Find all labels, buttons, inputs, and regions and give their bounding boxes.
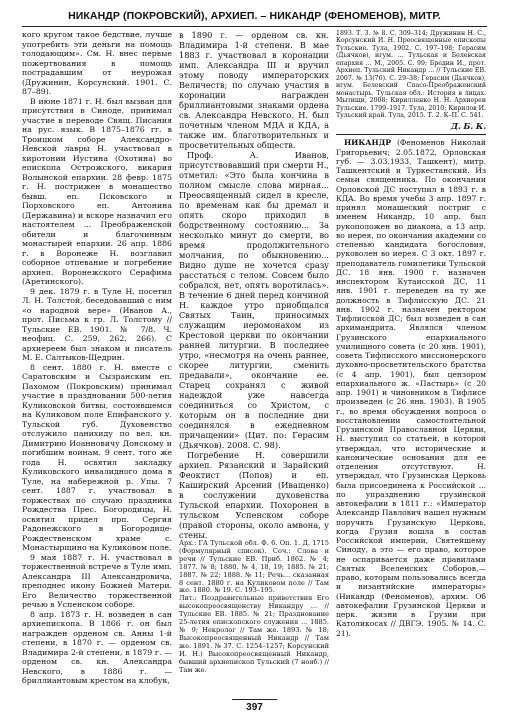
running-header: НИКАНДР (ПОКРОВСКИЙ), АРХИЕП. – НИКАНДР (ФЕНОМЕНОВ), МИТР.: [22, 10, 487, 27]
column-3: [336, 30, 486, 638]
page-number-text: 397: [232, 699, 277, 713]
column-2: [179, 30, 329, 674]
page-number: [0, 699, 509, 713]
entry-heading: НИКАНДР: [344, 138, 392, 148]
paragraph: 8 апр. 1873 г. Н. возведен в сан архиепископа. В 1866 г. он был награжден орденом св. Анны 1-й степени, в 1870 г. — орденом св. Владимира 2-й степени, в 1879 г. — орденом св. кн. Александра Невского, в 1886 г. — бриллиантовым крестом на клобук,: [22, 609, 172, 685]
paragraph: Проф. А. Иванов, присутствовавший при смерти Н., отметил: «Это была кончина в полном смысле слова мирная... Преосвященный сидел в кресле, по временам как бы дремал и опять скоро приходил в бодрственному состоянию... За несколько минут до смерти, во время продолжительного молчания, по обыкновению... Видно душе не хочется сразу расстаться с телом. Совсем было собрался, нет, опять воротилась». В течение 6 дней перед кончиной Н. каждое утро приобщался Святых Таин, приносимых служащим иеромонахом из Крестовой церкви по окончании ранней литургии. В последнее утро, «несмотря на очень раннее, скорее литургии, сменить предавали», окончание ее. Старец сохранял с живой надеждой уже навсегда соединиться со Христом, с которым он в последние дни соединялся в ежедневном причащении» (Цит. по: Герасим (Дьячков). 2008. С. 98).: [179, 150, 329, 450]
paragraph: В июне 1871 г. Н. был вызван для присутствия в Синоде, принимал участие в переводе Свящ. Писания на рус. язык. В 1875–1876 гг. в Троицком соборе Александро-Невской лавры Н. участвовал в хиротонии Иустина (Охотина) во епископа Острожского, викария Волынской епархии. 28 февр. 1875 г. Н. пострижен в монашество бывш. еп. Псковского и Порховского еп. Антонина (Державина) и вскоре назначил его настоятелем ... Преображенской обители и благочинным монастырей епархии. 26 апр. 1886 г. в Воронеже Н. возглавил соборное отпевание и погребение архиеп. Воронежского Серафима (Аретинского).: [22, 96, 172, 286]
paragraph: 8 сент. 1880 г. Н. вместе с Саратовским и Сызранским еп. Пахомом (Покровским) принимал участие в праздновании 500-летия Куликовской битвы, состоявшемся на Куликовом поле Епифанского у. Тульской губ. Духовенство отслужило панихиду по вел. кн. Димитрию Иоанновичу Донскому и погибшим воинам. 9 сент. того же года Н. освятил закладку Куликовского инвалидного дома в Туле, на набережной р. Упы. 7 сент. 1887 г. участвовал в торжествах по случаю праздника Рождества Прес. Богородицы, Н. освятил придел прп. Сергия Радонежского в Богородице-Рождественском храме с. Монастырщино на Куликовом поле.: [22, 362, 172, 552]
paragraph: Погребение Н. совершили архиеп. Рязанский и Зарайский Феоктист (Попов) и еп. Каширский Арсений (Иващенко) в сослужении духовенства Тульской епархии. Похоронен в тульском Успенском соборе (правой стороны, около амвона, у стены.: [179, 450, 329, 540]
paragraph: в 1890 г. — орденом св. кн. Владимира 1-й степени. В мае 1883 г. участвовал в коронации имп. Александра III и вручил этому поводу императорских Величеств; по случаю участия в коронации награжден бриллиантовыми знаками ордена св. Александра Невского. Н. был почетным членом МДА и КДА, а также им. благотворительных и просветительных обществ.: [179, 30, 329, 150]
literature-references: Лит.: Поздравительные приветствия Его высокопреосвященству Никандру ... // Тульские ЕВ. 1885. № 21; Празднование 25-летия епископского служения ... 1885. № 9; Некролог // Там же. 1893. № 18; Высокопреосвященный Никандр // Там же. 1891. № 37. С. 1254–1257; Корсунский И. Н.) Высокопреосвященный Никандр, бывший архиепископ Тульский (7 нояб.) // Там же.: [179, 594, 329, 674]
paragraph: 9 дек. 1879 г. в Туле Н. посетил Л. Н. Толстой, беседовавший с ним «о народной вере» (Иванов А., прот. Письма к гр. Л. Толстому // Тульские ЕВ. 1901. № 7/8. Ч. неофиц. С. 259, 262, 266). С архиереем был знаком и писатель М. Е. Салтыков-Щедрин.: [22, 286, 172, 362]
entry-nikandr-fenomenov: [336, 138, 486, 638]
article-author: Д. Б. К.: [450, 120, 486, 131]
references-continued: 1893. Т. 3. № 8. С. 309–314; Дружинин Н. С., Корсунский И. Н. Преосвященные епископы Тульские. Тула, 1902. С. 197–198; Герасим (Дьячков), игум. ... Тульская и Белевская епархия ... М., 2005. С. 99; Бредин И., прот. Архиеп. Тульский Никандр ... // Тульские ЕВ. 2007. № 13(76). С. 29–38; Герасим (Дьячков), игум. Белевский Спасо-Преображенский монастырь. Тульская обл.: История в лицах. Мытищи, 2008; Кирилленко Н. Н. Архиереи Тульские. 1799–1917. Тула, 2010; Кирилов И. Тульский край. Тула, 2015. Т. 2. К–П. С. 541.: [336, 30, 486, 120]
divider: [336, 134, 486, 135]
entry-body: (Феноменов Николай Григорьевич; 2.05.1872, Орловская губ. — 3.03.1933, Ташкент), митр. Ташкентский и Туркестанский. Из семьи священника. По окончании Орловской ДС поступил в 1893 г. в КДА. Во время учебы 3 апр. 1897 г. принял монашеский постриг с именем Никандр, 10 апр. был рукоположен во диакона, а 13 апр. во иерея, по окончании академии со степенью кандидата богословия, руковолен во иерея. С 3 окт. 1897 г. преподаватель гомилетики Тульской ДС. 18 янв. 1900 г. назначен инспектором Кутаисской ДС, 11 янв. 1901 г. переведен на ту же должность в Тифлисскую ДС. 21 янв. 1902 г. назначен ректором Тифлисской ДС; был возведен в сан архимандрита. Являлся членом Грузинского епархиального училищного совета (с 20 янв. 1901), совета Тифлисского миссионерского духовно-просветительского братства (с 4 апр. 1901), был цензором епархиального ж. «Пастырь» (с 20 апр. 1901) и чиновником в Тифлисе произведен (с 26 янв. 1903). В 1905 г., во время обсуждения вопроса о восстановлении самостоятельной Грузинской Православной Церкви, Н. выступил со статьей, в которой утверждал, что исторические и канонические основания для ее отделения отсутствуют. Н. утверждал, что Грузинская Церковь была присоединена к Российской ... по упразднению грузинской автокефалии в 1811 г.: «Император Александр Павлович нашел нужным поручить Грузинскую Церковь, когда Грузия вошла в состав Российской империи, Святейшему Синоду, а это — его право, которое не оспаривается даже правилами Святых Вселенских Соборов,— право, которым пользовались всегда и византийские императоры» (Никандр (Феноменов), архим. Об автокефалии Грузинской Церкви и церк. жизни в Грузии при Католикосах // ДВГЭ. 1905. № 14. С. 21).: [336, 138, 486, 638]
paragraph: кого кругом такое бедствие, лучше употребить эти деньги на помощь голодающим». См. Н. внес первые пожертвования в помощь пострадавшим от неурожая (Дружинин, Корсунский. 1901. С. 87–89).: [22, 30, 172, 96]
archive-references: Арх.: ГА Тульской обл. Ф. 6. Оп. 1. Д. 1715 (Формулярный список). Соч.: Слова и речи // Тульские ЕВ. Приб. 1862. № 4; 1877. № 8; 1880. № 4, 18, 19; 1885. № 21; 1887. № 22; 1888. № 11; Речь... сказанная 8 сент. 1880 г. на Куликовом поле // Там же. 1880. № 19. С. 193–195.: [179, 539, 329, 595]
column-1: [22, 30, 172, 686]
paragraph: 9 мая 1887 г. Н. участвовал в торжественной встрече в Туле имп. Александра III Александровича, преподнес икону Божией Матери. Его Величество торжественной речью в Успенском соборе.: [22, 552, 172, 609]
